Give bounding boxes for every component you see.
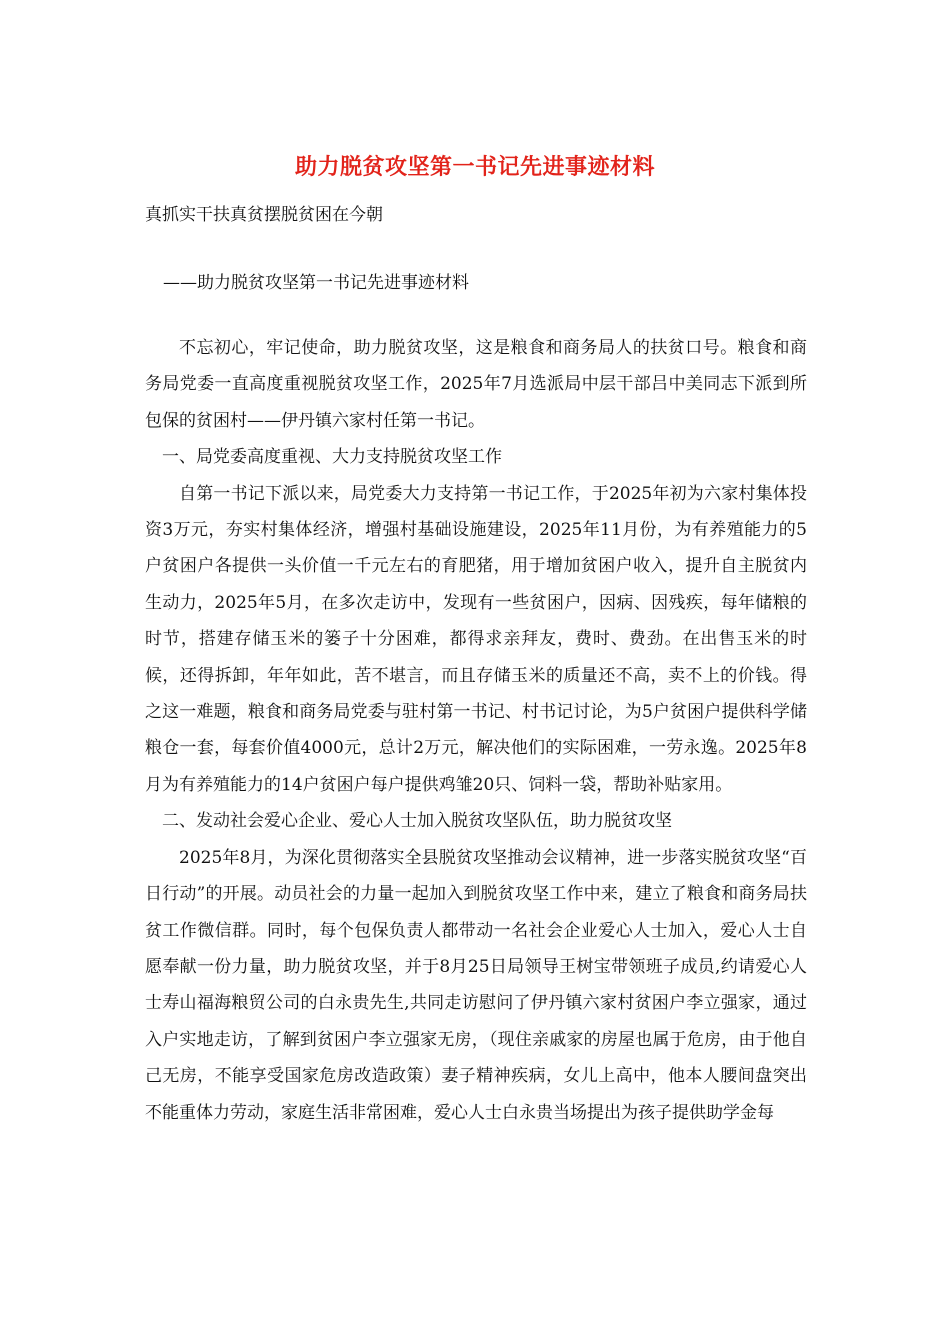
body-paragraph: 2025年8月，为深化贯彻落实全县脱贫攻坚推动会议精神，进一步落实脱贫攻坚“百日行动”的开展。动员社会的力量一起加入到脱贫攻坚工作中来，建立了粮食和商务局扶贫工作微信群。同时，每个包保负责人都带动一名社会企业爱心人士加入，爱心人士自愿奉献一份力量，助力脱贫攻坚，并于8月25日局领导王树宝带领班子成员,约请爱心人士寿山福海粮贸公司的白永贵先生,共同走访慰问了伊丹镇六家村贫困户李立强家，通过入户实地走访，了解到贫困户李立强家无房，（现住亲戚家的房屋也属于危房，由于他自己无房，不能享受国家危房改造政策）妻子精神疾病，女儿上高中，他本人腰间盘突出不能重体力劳动，家庭生活非常困难，爱心人士白永贵当场提出为孩子提供助学金每 [145, 847, 807, 1123]
section-heading: 一、局党委高度重视、大力支持脱贫攻坚工作 [162, 447, 502, 468]
document-subheading: ——助力脱贫攻坚第一书记先进事迹材料 [163, 273, 469, 293]
document-subtitle: 真抓实干扶真贫摆脱贫困在今朝 [145, 205, 383, 225]
body-paragraph: 自第一书记下派以来，局党委大力支持第一书记工作，于2025年初为六家村集体投资3万元，夯实村集体经济，增强村基础设施建设，2025年11月份，为有养殖能力的5户贫困户各提供一头价值一千元左右的育肥猪，用于增加贫困户收入，提升自主脱贫内生动力，2025年5月，在多次走访中，发现有一些贫困户，因病、因残疾，每年储粮的时节，搭建存储玉米的篓子十分困难，都得求亲拜友，费时、费劲。在出售玉米的时候，还得拆卸，年年如此，苦不堪言，而且存储玉米的质量还不高，卖不上的价钱。得之这一难题，粮食和商务局党委与驻村第一书记、村书记讨论，为5户贫困户提供科学储粮仓一套，每套价值4000元，总计2万元，解决他们的实际困难，一劳永逸。2025年8月为有养殖能力的14户贫困户每户提供鸡雏20只、饲料一袋，帮助补贴家用。 [145, 483, 807, 795]
document-title: 助力脱贫攻坚第一书记先进事迹材料 [294, 154, 655, 180]
body-paragraph: 不忘初心，牢记使命，助力脱贫攻坚，这是粮食和商务局人的扶贫口号。粮食和商务局党委一直高度重视脱贫攻坚工作，2025年7月选派局中层干部吕中美同志下派到所包保的贫困村——伊丹镇六家村任第一书记。 [145, 338, 807, 431]
section-heading: 二、发动社会爱心企业、爱心人士加入脱贫攻坚队伍，助力脱贫攻坚 [162, 811, 672, 832]
document-body [145, 330, 807, 1131]
